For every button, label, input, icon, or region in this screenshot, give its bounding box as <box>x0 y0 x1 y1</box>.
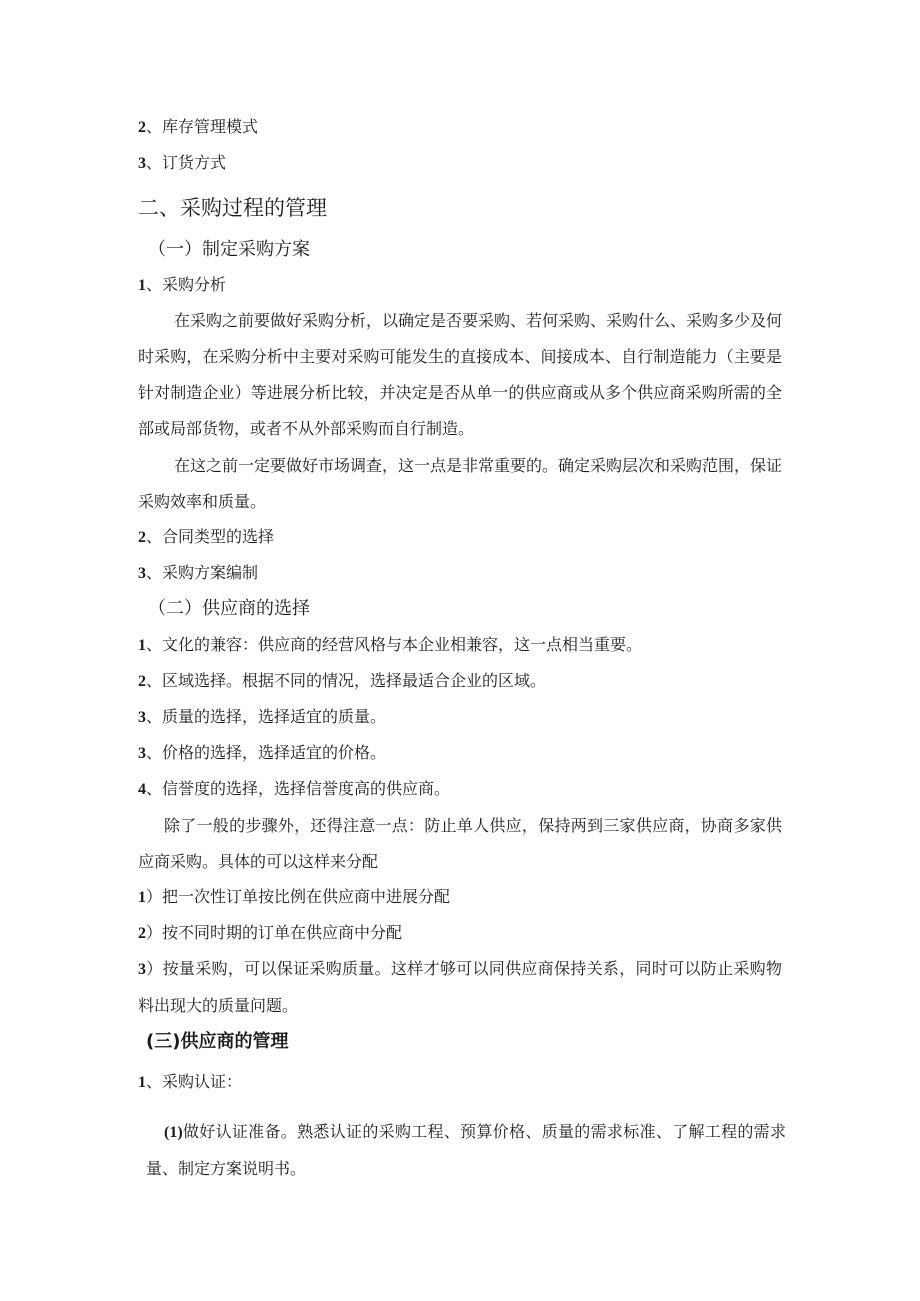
list-item-certification: 1、采购认证： <box>138 1072 243 1091</box>
list-item-credibility: 4、信誉度的选择，选择信誉度高的供应商。 <box>138 779 451 798</box>
list-item-price: 3、价格的选择，选择适宜的价格。 <box>138 743 387 762</box>
section-heading-procurement-process: 二、采购过程的管理 <box>138 196 327 220</box>
list-item-period-allocation: 2）按不同时期的订单在供应商中分配 <box>138 923 403 942</box>
list-item-procurement-analysis: 1、采购分析 <box>138 275 227 294</box>
list-item-contract-type: 2、合同类型的选择 <box>138 527 275 546</box>
paragraph-analysis: 在采购之前要做好采购分析，以确定是否要采购、若何采购、采购什么、采购多少及何时采购，在采购分析中主要对采购可能发生的直接成本、间接成本、自行制造能力（主要是针对制造企业）等进展分析比较，并决定是否从单一的供应商或从多个供应商采购所需的全部或局部货物，或者不从外部采购而自行制造。 <box>138 311 783 438</box>
list-item-culture: 1、文化的兼容：供应商的经营风格与本企业相兼容，这一点相当重要。 <box>138 635 643 654</box>
paragraph-multi-supplier: 除了一般的步骤外，还得注意一点：防止单人供应，保持两到三家供应商，协商多家供应商采购。具体的可以这样来分配 <box>138 816 782 871</box>
subsection-heading-procurement-plan: （一）制定采购方案 <box>148 239 310 260</box>
subsection-heading-supplier-management: (三)供应商的管理 <box>146 1031 289 1052</box>
list-item-proportional-allocation: 1）把一次性订单按比例在供应商中进展分配 <box>138 887 451 906</box>
list-item-plan-compilation: 3、采购方案编制 <box>138 563 259 582</box>
paragraph-market-survey: 在这之前一定要做好市场调查，这一点是非常重要的。确定采购层次和采购范围，保证采购效率和质量。 <box>138 456 783 511</box>
list-item-ordering-method: 3、订货方式 <box>138 153 227 172</box>
list-item-quality: 3、质量的选择，选择适宜的质量。 <box>138 707 387 726</box>
list-item-inventory-mode: 2、库存管理模式 <box>138 117 259 136</box>
subsection-heading-supplier-selection: （二）供应商的选择 <box>148 598 310 619</box>
list-item-region: 2、区域选择。根据不同的情况，选择最适合企业的区域。 <box>138 671 547 690</box>
paragraph-certification-prep: (1)做好认证准备。熟悉认证的采购工程、预算价格、质量的需求标准、了解工程的需求量、制定方案说明书。 <box>146 1122 786 1178</box>
paragraph-quantity-purchase: 3）按量采购，可以保证采购质量。这样才够可以同供应商保持关系，同时可以防止采购物料出现大的质量问题。 <box>138 959 782 1015</box>
